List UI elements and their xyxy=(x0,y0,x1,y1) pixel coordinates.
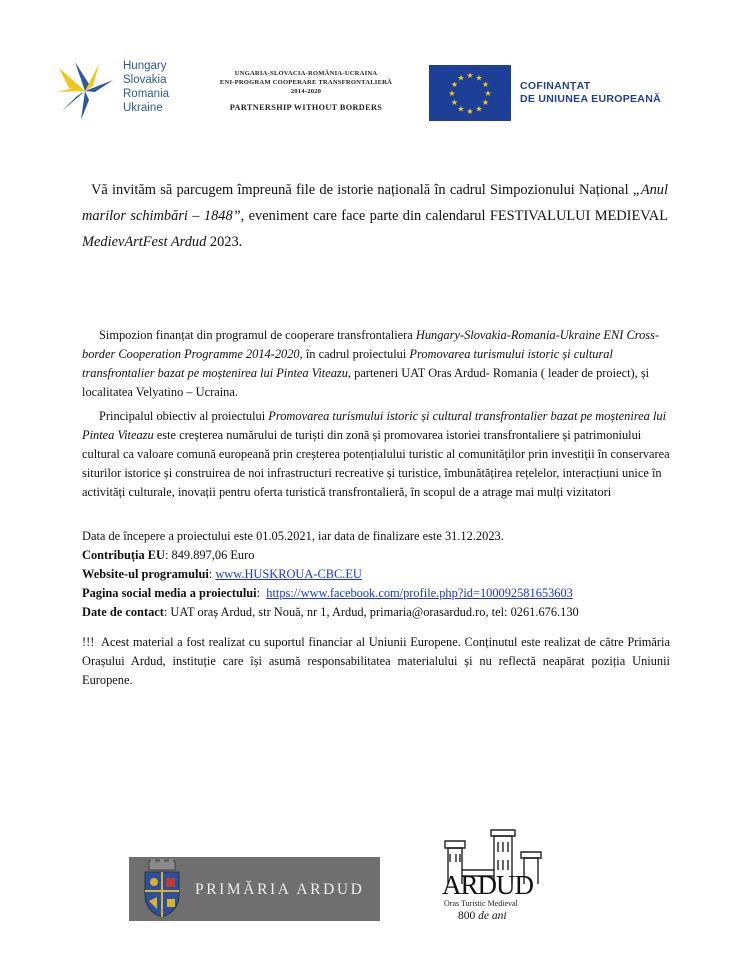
intro-paragraph xyxy=(82,177,668,255)
svg-text:★: ★ xyxy=(466,107,474,116)
logo-line-slovakia: Slovakia xyxy=(123,74,167,86)
contact-label: Date de contact xyxy=(82,605,164,619)
symposium-title: „Anul marilor schimbări – 1848” xyxy=(82,182,668,224)
svg-text:★: ★ xyxy=(466,71,474,80)
social-sep: : xyxy=(256,586,267,600)
hungary-slovakia-romania-ukraine-logo xyxy=(55,58,185,124)
program-line-countries: UNGARIA-SLOVACIA-ROMÂNIA-UCRAINA xyxy=(234,70,378,77)
eu-stars-icon xyxy=(429,65,511,121)
ardud-years-number: 800 xyxy=(458,910,476,922)
website-link[interactable]: www.HUSKROUA-CBC.EU xyxy=(215,567,362,581)
primaria-ardud-text: PRIMĂRIA ARDUD xyxy=(195,881,365,898)
eu-contribution-value: : 849.897,06 Euro xyxy=(164,548,255,562)
cofinantat-label xyxy=(520,80,661,106)
logo-line-hungary: Hungary xyxy=(123,60,167,72)
svg-text:★: ★ xyxy=(475,104,483,114)
contact-value: : UAT oraș Ardud, str Nouă, nr 1, Ardud, primaria@orasardud.ro, tel: 0261.676.130 xyxy=(163,605,579,619)
website-label: Website-ul programului xyxy=(82,567,209,581)
project-dates: Data de începere a proiectului este 01.05.2021, iar data de finalizare este 31.12.2023. xyxy=(82,529,504,543)
p1-text-a: Simpozion finanțat din programul de cooperare transfrontaliera xyxy=(99,328,416,342)
project-info xyxy=(82,527,670,622)
svg-text:★: ★ xyxy=(481,98,490,107)
p1-project-name: Promovarea turismului istoric și cultural transfrontalier bazat pe moștenirea lui Pintea Viteazu xyxy=(82,347,613,380)
p2-text-b: este creșterea numărului de turiști din zonă și promovarea istoriei transfrontaliere și patrimoniului cultural ca valoare comună europeană prin creșterea potențialului turistic al comunităților prin investiții în conservarea siturilor istorice și construirea de noi infrastructuri recreative și turistice, îmbunătățirea rețelelor, interacțiuni unice în activități culturale, inovații pentru oferta turistică transfrontalieră, în scopul de a atrage mai mulți vizitatori xyxy=(82,428,670,499)
ardud-subtitle: Oras Turistic Medieval xyxy=(444,899,518,908)
contact-line xyxy=(82,603,670,622)
social-media-line xyxy=(82,584,670,603)
program-tagline: PARTNERSHIP WITHOUT BORDERS xyxy=(229,103,383,113)
p1-text-c: , parteneri UAT Oras Ardud- Romania ( leader de proiect), și localitatea Velyatino – Ucraina. xyxy=(82,366,650,399)
ardud-years-word: de ani xyxy=(478,910,507,922)
primaria-ardud-logo xyxy=(129,857,380,921)
p1-program-name: Hungary-Slovakia-Romania-Ukraine ENI Cross-border Cooperation Programme 2014-2020 xyxy=(82,328,660,361)
program-line-eni: ENI-PROGRAM COOPERARE TRANSFRONTALIERĂ xyxy=(219,78,393,86)
svg-text:★: ★ xyxy=(484,89,492,98)
funding-paragraph xyxy=(82,326,670,402)
social-media-label: Pagina social media a proiectului xyxy=(82,586,257,600)
svg-text:★: ★ xyxy=(450,80,459,89)
program-star-icon xyxy=(55,58,117,124)
festival-name: MedievArtFest Ardud xyxy=(82,234,207,250)
svg-text:★: ★ xyxy=(450,98,459,107)
svg-text:★: ★ xyxy=(457,104,465,114)
p2-text-a: Principalul obiectiv al proiectului xyxy=(99,409,269,423)
intro-text-a: Vă invităm să parcugem împreună file de istorie națională în cadrul Simpozionului Național xyxy=(91,182,633,198)
social-media-link[interactable]: https://www.facebook.com/profile.php?id=100092581653603 xyxy=(266,586,573,600)
ardud-tourist-town-logo xyxy=(434,828,546,928)
logo-line-romania: Romania xyxy=(123,88,170,100)
cofinantat-line-2: DE UNIUNEA EUROPEANĂ xyxy=(520,93,661,105)
svg-text:★: ★ xyxy=(457,73,465,83)
ardud-wordmark: ARDUD xyxy=(442,870,534,900)
svg-text:★: ★ xyxy=(475,73,483,83)
website-line xyxy=(82,565,670,584)
p1-text-b: , în cadrul proiectului xyxy=(299,347,410,361)
intro-text-b: , eveniment care face parte din calendarul FESTIVALULUI MEDIEVAL xyxy=(240,208,668,224)
svg-text:★: ★ xyxy=(481,80,490,89)
eu-contribution-label: Contribuția EU xyxy=(82,548,165,562)
eu-flag xyxy=(429,65,511,121)
program-title xyxy=(190,70,422,113)
website-sep: : xyxy=(208,567,216,581)
logo-line-ukraine: Ukraine xyxy=(123,102,163,114)
ardud-years xyxy=(458,910,507,922)
svg-text:★: ★ xyxy=(448,89,456,98)
p2-project-name: Promovarea turismului istoric și cultural transfrontalier bazat pe moștenirea lui Pintea Viteazu xyxy=(82,409,667,442)
objective-paragraph xyxy=(82,407,670,502)
program-line-years: 2014-2020 xyxy=(290,87,322,95)
coat-of-arms-icon xyxy=(137,859,187,919)
cofinantat-line-1: COFINANȚAT xyxy=(520,80,591,92)
disclaimer-paragraph: !!! Acest material a fost realizat cu suportul financiar al Uniunii Europene. Conținutul este realizat de către Primăria Orașului Ardud, instituție care își asumă responsabilitatea materialului și nu reflectă neapărat poziția Uniunii Europene. xyxy=(82,635,674,687)
eu-contribution-line xyxy=(82,546,670,565)
intro-text-c: 2023. xyxy=(206,234,243,250)
